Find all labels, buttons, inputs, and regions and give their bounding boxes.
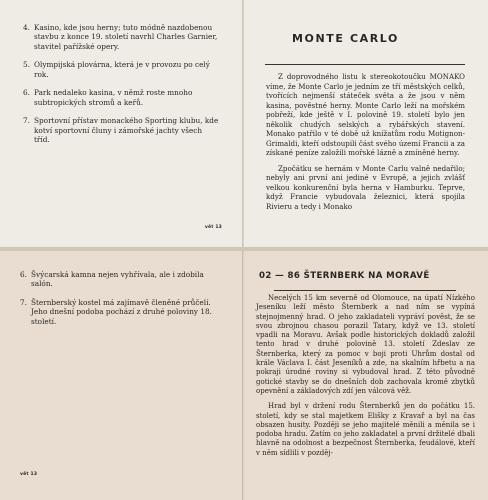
item-number: 6. — [20, 270, 27, 279]
item-text: Olympijská plovárna, která je v provozu po celý rok. — [34, 60, 210, 79]
list-item — [23, 116, 219, 144]
page-title: MONTE CARLO — [292, 32, 399, 45]
bottom-right-page — [244, 251, 488, 500]
list-item — [23, 60, 219, 79]
item-number: 7. — [23, 116, 30, 126]
list-item — [23, 23, 219, 51]
title-divider — [265, 64, 465, 65]
list-item — [20, 270, 218, 289]
paragraph: Necelých 15 km severně od Olomouce, na úpatí Nízkého Jeseníku leží město Šternberk a nad ním se vypíná stejnojmenný hrad. O jeho zakladateli vypráví pověst, že se svou zbrojnou chasou porazil Tatary, když ve 13. století vpadli na Moravu. Avšak podle historických dokladů založil tento hrad v druhé polovině 13. století Zdeslav ze Šternberka, který za pomoc v boji proti Uhrům dostal od krále Václava I. část Jeseníků a zde, na skalním hřbetu a na pokraji úrodné roviny si vybudoval hrad. Z této původně gotické stavby se do dnešních dob zachovala kromě zbytků opevnění a základových zdí jen válcová věž. — [256, 294, 475, 395]
paragraph: Z doprovodného listu k stereokotoučku MONAKO víme, že Monte Carlo je jedním ze tří městských celků, tvořících nejmenší státeček světa a že jsou v něm kasina, pověstné herny. Monte Carlo leží na mořském pobřeží, kde ještě v I. polovině 19. století bylo jen několik chudých selských a rybářských stavení. Monako patřilo v té době už knížatům rodu Motignon-Grimaldi, kteří odstoupili část svého území Francii a za získané peníze založili mořské lázně a zmíněné herny. — [266, 72, 465, 157]
list-item — [20, 298, 218, 326]
item-text: Šternberský kostel má zajímavě členěné průčelí. Jeho dnešní podoba pochází z druhé poloviny 18. století. — [31, 298, 212, 326]
paragraph: Zpočátku se hernám v Monte Carlu valně nedařilo; nebyly ani první ani jediné v Evropě, a jejich zvlášť velkou konkurenční byla herna v Hamburku. Teprve, když Francie vybudovala železnici, která spojila Rivieru a tedy i Monako — [266, 163, 465, 211]
numbered-list — [20, 270, 218, 335]
bottom-left-page — [0, 251, 243, 500]
page-title: 02 — 86 ŠTERNBERK NA MORAVĚ — [259, 271, 430, 281]
item-text: Sportovní přístav monackého Sporting klubu, kde kotví sportovní čluny i zámořské jachty všech tříd. — [34, 116, 219, 145]
paragraph: Hrad byl v držení rodu Šternberků jen do počátku 15. století, kdy se stal majetkem Elišky z Kravař a byl na čas obsazen husity. Později se jeho majitelé měnili a měnila se i podoba hradu. Zatím co jeho zakladatel a první držitelé dbali hlavně na odolnost a bezpečnost Šternberka, feudálové, kteří v něm sídlili v pozděj- — [256, 402, 475, 457]
item-text: Kasino, kde jsou herny; tuto módně nazdobenou stavbu z konce 19. století navrhl Charles Garnier, stavitel pařížské opery. — [34, 23, 218, 51]
item-text: Park nedaleko kasina, v němž roste mnoho subtropických stromů a keřů. — [34, 88, 193, 107]
item-number: 4. — [23, 23, 30, 32]
article-body — [266, 72, 465, 217]
item-text: Švýcarská kamna nejen vyhřívala, ale i zdobila salón. — [31, 270, 204, 289]
article-body — [256, 294, 475, 464]
top-left-page — [0, 0, 243, 247]
page-reference: vět 13 — [204, 225, 222, 230]
page-reference: vět 13 — [20, 472, 38, 477]
top-right-page — [244, 0, 488, 247]
numbered-list — [23, 23, 219, 154]
list-item — [23, 88, 219, 107]
title-divider — [274, 290, 456, 291]
item-number: 6. — [23, 88, 30, 98]
item-number: 5. — [23, 60, 30, 70]
item-number: 7. — [20, 298, 27, 307]
